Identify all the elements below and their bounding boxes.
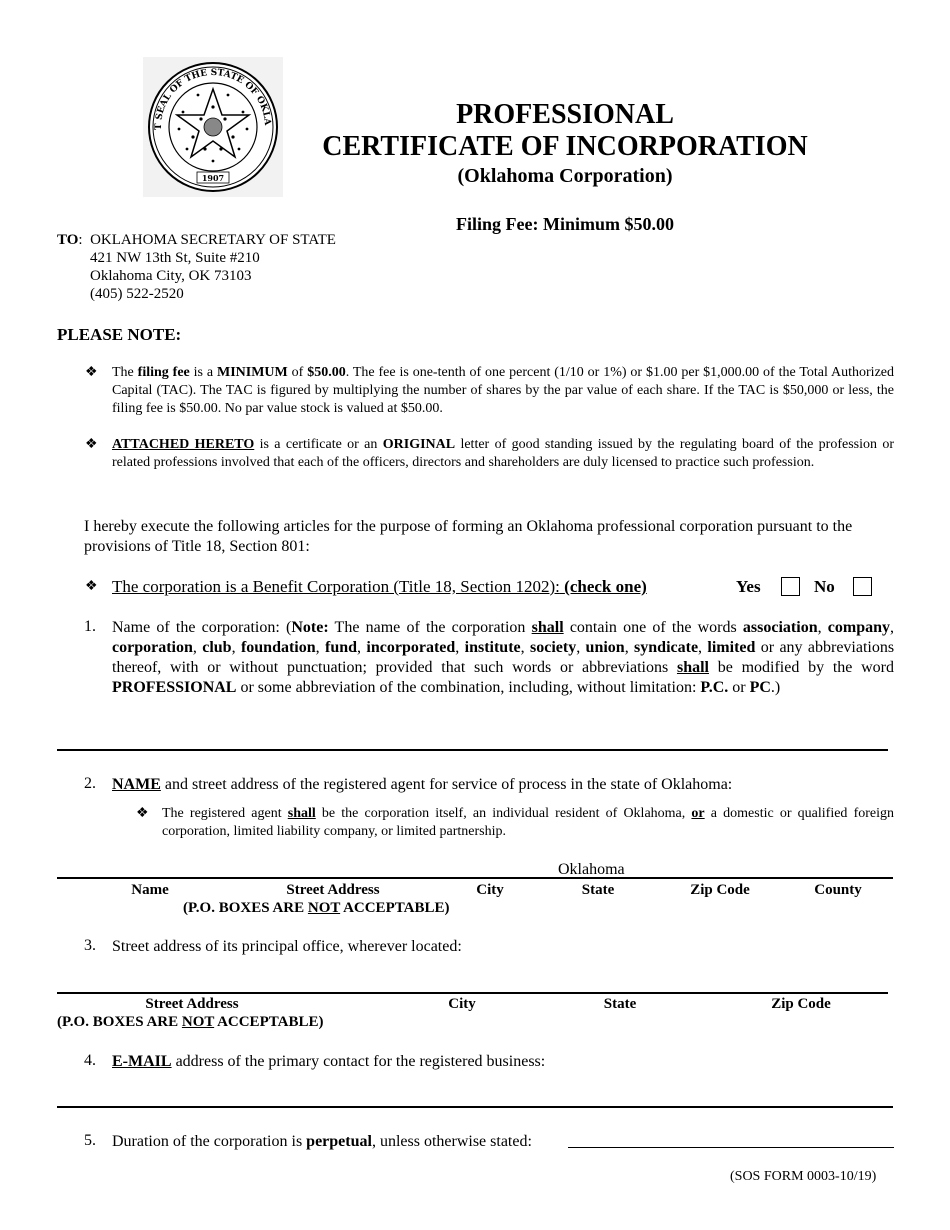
bullet-icon: ❖ <box>85 365 98 380</box>
no-checkbox[interactable] <box>853 577 872 596</box>
state-seal-logo <box>143 57 283 197</box>
item4-number: 4. <box>84 1052 96 1069</box>
form-number: (SOS FORM 0003-10/19) <box>730 1169 877 1184</box>
col-zip-2: Zip Code <box>771 996 831 1012</box>
email-field[interactable] <box>57 1106 893 1108</box>
to-line1: OKLAHOMA SECRETARY OF STATE <box>90 232 336 248</box>
to-line3: Oklahoma City, OK 73103 <box>90 268 252 284</box>
col-street-address-2: Street Address (P.O. BOXES ARE NOT ACCEPTABLE) <box>57 996 324 1030</box>
principal-office-field[interactable] <box>57 992 888 994</box>
item2-text: NAME and street address of the registered agent for service of process in the state of Oklahoma: <box>112 776 733 793</box>
to-line2: 421 NW 13th St, Suite #210 <box>90 250 260 266</box>
svg-text:1907: 1907 <box>201 173 225 183</box>
item2-agent-note: The registered agent shall be the corporation itself, an individual resident of Oklahoma, or a domestic or qualified foreign corporation, limited liability company, or limited partnership. <box>162 806 895 839</box>
filing-fee: Filing Fee: Minimum $50.00 <box>456 214 674 234</box>
note-filing-fee: The filing fee is a MINIMUM of $50.00. The fee is one-tenth of one percent (1/10 or 1%) or $1.00 per $1,000.00 of the Total Authorized Capital (TAC). The TAC is figured by multiplying the number of shares by the par value of each share. If the TAC is $50,000 or less, the filing fee is $50.00. No par value stock is valued at $50.00. <box>112 365 894 416</box>
title-line2: CERTIFICATE OF INCORPORATION <box>322 131 808 162</box>
benefit-corp-question: The corporation is a Benefit Corporation (Title 18, Section 1202): (check one) <box>112 577 647 596</box>
no-label: No <box>814 577 835 596</box>
col-zip: Zip Code <box>690 882 750 898</box>
corporation-name-field[interactable] <box>57 749 888 751</box>
title-line1: PROFESSIONAL <box>456 99 674 130</box>
item3-text: Street address of its principal office, wherever located: <box>112 938 462 955</box>
yes-label: Yes <box>736 577 761 596</box>
agent-state-value: Oklahoma <box>558 861 625 878</box>
bullet-icon: ❖ <box>85 579 98 594</box>
note-attached-hereto: ATTACHED HERETO is a certificate or an ORIGINAL letter of good standing issued by the regulating board of the profession or related professions involved that each of the officers, directors and shareholders are duly licensed to practice such profession. <box>112 437 894 470</box>
please-note-heading: PLEASE NOTE: <box>57 325 182 344</box>
to-line4: (405) 522-2520 <box>90 286 184 302</box>
yes-checkbox[interactable] <box>781 577 800 596</box>
item3-number: 3. <box>84 937 96 954</box>
col-name: Name <box>131 882 169 898</box>
col-state: State <box>581 882 615 898</box>
item2-number: 2. <box>84 775 96 792</box>
duration-field[interactable] <box>568 1147 894 1148</box>
col-state-2: State <box>603 996 637 1012</box>
bullet-icon: ❖ <box>136 806 149 821</box>
item1-text: Name of the corporation: (Note: The name of the corporation shall contain one of the words association, company, corporation, club, foundation, fund, incorporated, institute, society, union, syndicate, limited or any abbreviations thereof, with or without punctuation; provided that such words or abbreviations shall be modified by the word PROFESSIONAL or some abbreviation of the combination, including, without limitation: P.C. or PC.) <box>112 619 895 696</box>
col-street-address: Street Address (P.O. BOXES ARE NOT ACCEPTABLE) <box>183 882 450 916</box>
col-city-2: City <box>448 996 476 1012</box>
intro-paragraph: I hereby execute the following articles for the purpose of forming an Oklahoma professional corporation pursuant to the provisions of Title 18, Section 801: <box>84 518 853 555</box>
item5-text: Duration of the corporation is perpetual, unless otherwise stated: <box>112 1133 532 1150</box>
svg-text:GREAT SEAL OF THE STATE OF OKL: T SEAL OF THE STATE OF OKLA <box>153 67 273 131</box>
registered-agent-field[interactable] <box>57 877 893 879</box>
col-county: County <box>814 882 862 898</box>
bullet-icon: ❖ <box>85 437 98 452</box>
item1-number: 1. <box>84 618 96 635</box>
title-subtitle: (Oklahoma Corporation) <box>457 165 673 187</box>
to-label: TO <box>57 232 79 248</box>
to-address-block: TO: OKLAHOMA SECRETARY OF STATE 421 NW 13th St, Suite #210 Oklahoma City, OK 73103 (405) 522-2520 <box>57 232 336 302</box>
col-city: City <box>476 882 504 898</box>
item5-number: 5. <box>84 1132 96 1149</box>
item4-text: E-MAIL address of the primary contact for the registered business: <box>112 1053 546 1070</box>
